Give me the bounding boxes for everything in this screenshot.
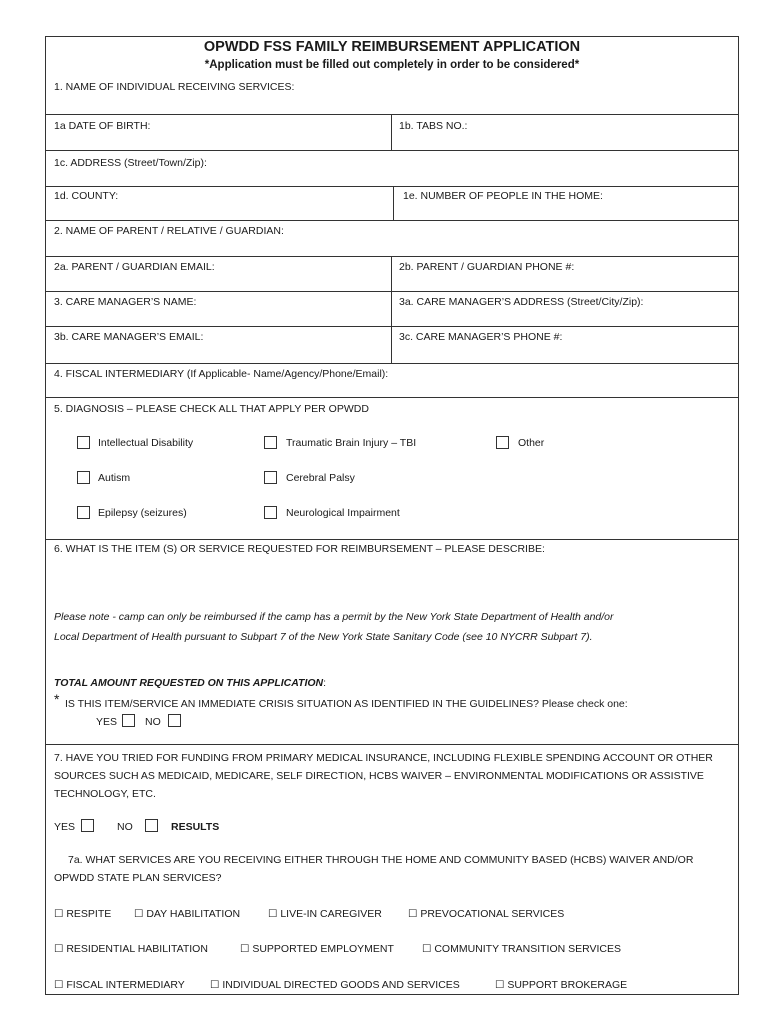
q1d-label[interactable]: 1d. COUNTY: [54, 190, 119, 202]
q1c-label[interactable]: 1c. ADDRESS (Street/Town/Zip): [54, 157, 207, 169]
service-prevocational[interactable]: ☐ PREVOCATIONAL SERVICES [408, 908, 565, 920]
camp-note-line2: Local Department of Health pursuant to Subpart 7 of the New York State Sanitary Code (see 10 NYCRR Subpart 7). [54, 631, 593, 643]
q3-label[interactable]: 3. CARE MANAGER’S NAME: [54, 296, 197, 308]
option-label: Intellectual Disability [98, 437, 194, 449]
funding-yes-label: YES [54, 821, 76, 833]
q1a-label[interactable]: 1a DATE OF BIRTH: [54, 120, 151, 132]
q1b-label[interactable]: 1b. TABS NO.: [399, 120, 468, 132]
funding-yes-checkbox[interactable] [81, 819, 94, 832]
q2b-label[interactable]: 2b. PARENT / GUARDIAN PHONE #: [399, 261, 575, 273]
checkbox-tbi[interactable] [264, 436, 277, 449]
checkbox-neurological-impairment[interactable] [264, 506, 277, 519]
funding-no-label: NO [117, 821, 133, 833]
q3c-label[interactable]: 3c. CARE MANAGER’S PHONE #: [399, 331, 563, 343]
option-label: Neurological Impairment [286, 507, 400, 519]
service-residential-habilitation[interactable]: ☐ RESIDENTIAL HABILITATION [54, 943, 208, 955]
option-label: Epilepsy (seizures) [98, 507, 187, 519]
checkbox-cerebral-palsy[interactable] [264, 471, 277, 484]
q7-heading: 7. HAVE YOU TRIED FOR FUNDING FROM PRIMARY MEDICAL INSURANCE, INCLUDING FLEXIBLE SPENDING ACCOUNT OR OTHER SOURCES SUCH AS MEDICAID, MEDICARE, SELF DIRECTION, HCBS WAIVER – ENVIRONMENTAL MODIFICATIONS OR ASSISTIVE TECHNOLOGY, ETC. [54, 752, 713, 800]
checkbox-epilepsy[interactable] [77, 506, 90, 519]
service-respite[interactable]: ☐ RESPITE [54, 908, 112, 920]
camp-note-line1: Please note - camp can only be reimbursed if the camp has a permit by the New York State Department of Health and/or [54, 611, 614, 623]
divider [46, 114, 738, 115]
q4-label[interactable]: 4. FISCAL INTERMEDIARY (If Applicable- Name/Agency/Phone/Email): [54, 368, 389, 380]
checkbox-other[interactable] [496, 436, 509, 449]
crisis-no-label: NO [145, 716, 161, 728]
option-label: Cerebral Palsy [286, 472, 355, 484]
q2-label[interactable]: 2. NAME OF PARENT / RELATIVE / GUARDIAN: [54, 225, 284, 237]
q7a-heading: 7a. WHAT SERVICES ARE YOU RECEIVING EITHER THROUGH THE HOME AND COMMUNITY BASED (HCBS) WAIVER AND/OR OPWDD STATE PLAN SERVICES? [54, 854, 694, 884]
q5-heading: 5. DIAGNOSIS – PLEASE CHECK ALL THAT APPLY PER OPWDD [54, 403, 369, 415]
checkbox-autism[interactable] [77, 471, 90, 484]
asterisk: * [54, 691, 60, 707]
total-amount-label[interactable]: TOTAL AMOUNT REQUESTED ON THIS APPLICATION: [54, 677, 327, 689]
q3b-label[interactable]: 3b. CARE MANAGER’S EMAIL: [54, 331, 204, 343]
crisis-no-checkbox[interactable] [168, 714, 181, 727]
service-individual-directed-goods[interactable]: ☐ INDIVIDUAL DIRECTED GOODS AND SERVICES [210, 979, 460, 991]
service-supported-employment[interactable]: ☐ SUPPORTED EMPLOYMENT [240, 943, 394, 955]
q1-label: 1. NAME OF INDIVIDUAL RECEIVING SERVICES: [54, 81, 295, 93]
crisis-yes-checkbox[interactable] [122, 714, 135, 727]
crisis-yes-label: YES [96, 716, 118, 728]
service-fiscal-intermediary[interactable]: ☐ FISCAL INTERMEDIARY [54, 979, 185, 991]
q3a-label[interactable]: 3a. CARE MANAGER’S ADDRESS (Street/City/Zip): [399, 296, 644, 308]
crisis-question: IS THIS ITEM/SERVICE AN IMMEDIATE CRISIS SITUATION AS IDENTIFIED IN THE GUIDELINES? Please check one: [65, 698, 628, 710]
form-subtitle: *Application must be filled out completely in order to be considered* [204, 59, 580, 71]
option-label: Traumatic Brain Injury – TBI [286, 437, 417, 449]
checkbox-intellectual-disability[interactable] [77, 436, 90, 449]
service-live-in-caregiver[interactable]: ☐ LIVE-IN CAREGIVER [268, 908, 382, 920]
service-day-habilitation[interactable]: ☐ DAY HABILITATION [134, 908, 241, 920]
q6-heading[interactable]: 6. WHAT IS THE ITEM (S) OR SERVICE REQUESTED FOR REIMBURSEMENT – PLEASE DESCRIBE: [54, 543, 545, 555]
option-label: Autism [98, 472, 131, 484]
funding-no-checkbox[interactable] [145, 819, 158, 832]
application-form [45, 36, 739, 995]
results-label[interactable]: RESULTS [171, 821, 220, 833]
option-label: Other [518, 437, 545, 449]
service-support-brokerage[interactable]: ☐ SUPPORT BROKERAGE [495, 979, 628, 991]
service-community-transition[interactable]: ☐ COMMUNITY TRANSITION SERVICES [422, 943, 622, 955]
q1e-label[interactable]: 1e. NUMBER OF PEOPLE IN THE HOME: [403, 190, 603, 202]
q2a-label[interactable]: 2a. PARENT / GUARDIAN EMAIL: [54, 261, 215, 273]
form-title: OPWDD FSS FAMILY REIMBURSEMENT APPLICATION [203, 39, 581, 55]
